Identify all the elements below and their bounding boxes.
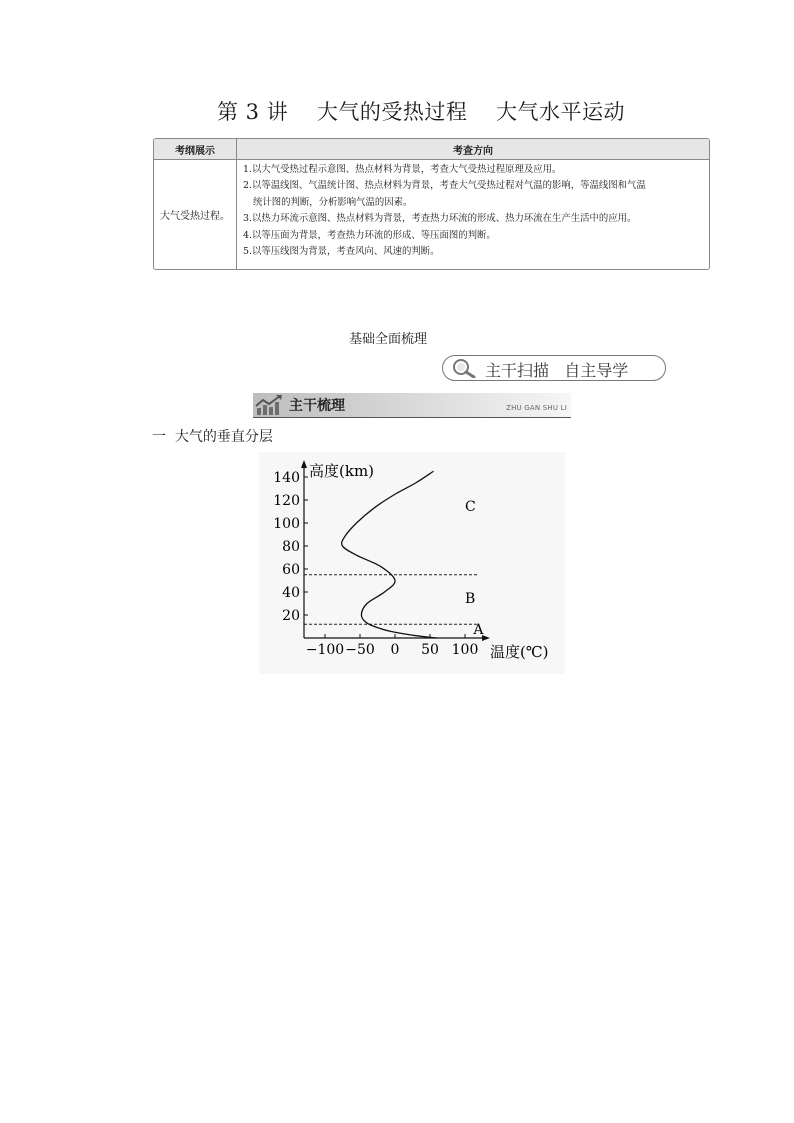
direction-item: 3.以热力环流示意图、热点材料为背景，考查热力环流的形成、热力环流在生产生活中的应用。 <box>243 213 637 225</box>
layer-label: A <box>473 621 484 638</box>
temperature-curve <box>342 471 437 638</box>
table-cell-topic: 大气受热过程。 <box>154 160 237 270</box>
layer-label: B <box>465 590 476 607</box>
subsection-pinyin: ZHU GAN SHU LI <box>506 404 567 412</box>
table-header-outline: 考纲展示 <box>154 139 237 160</box>
subsection-underline <box>253 417 571 418</box>
x-tick-label: 50 <box>421 642 439 658</box>
y-tick-label: 120 <box>273 493 300 509</box>
syllabus-table <box>153 138 710 270</box>
section-heading: 基础全面梳理 <box>349 332 428 347</box>
y-tick-label: 140 <box>273 470 300 486</box>
table-cell-directions <box>237 160 710 270</box>
direction-item: 5.以等压线图为背景，考查风向、风速的判断。 <box>243 246 440 258</box>
item-heading: 一 大气的垂直分层 <box>152 429 273 445</box>
x-tick-label: −100 <box>305 642 345 658</box>
x-tick-label: 100 <box>451 642 479 658</box>
banner-text: 主干扫描 自主导学 <box>485 361 629 380</box>
table-header-direction: 考查方向 <box>237 139 710 160</box>
direction-item-continuation: 统计图的判断，分析影响气温的因素。 <box>253 196 413 208</box>
y-tick-label: 40 <box>282 585 300 601</box>
layer-label: C <box>465 498 476 515</box>
y-tick-label: 20 <box>282 608 300 624</box>
direction-item: 2.以等温线图、气温统计图、热点材料为背景，考查大气受热过程对气温的影响，等温线图和气温 <box>243 180 646 192</box>
magnifier-icon <box>450 358 478 382</box>
y-axis-label: 高度(km) <box>309 462 375 480</box>
scan-banner <box>442 355 666 381</box>
y-tick-label: 100 <box>273 516 300 532</box>
x-tick-label: 0 <box>390 642 400 658</box>
page-title: 第 3 讲 大气的受热过程 大气水平运动 <box>216 100 626 124</box>
y-axis-arrow <box>301 460 307 468</box>
x-tick-label: −50 <box>345 642 375 658</box>
x-axis-label: 温度(℃) <box>490 643 549 661</box>
y-tick-label: 60 <box>282 562 300 578</box>
atmosphere-layer-chart <box>259 452 565 674</box>
trend-chart-icon <box>255 394 283 420</box>
y-tick-label: 80 <box>282 539 300 555</box>
subsection-title: 主干梳理 <box>289 398 345 414</box>
direction-item: 4.以等压面为背景，考查热力环流的形成、等压面图的判断。 <box>243 229 496 241</box>
direction-item: 1.以大气受热过程示意图、热点材料为背景，考查大气受热过程原理及应用。 <box>243 164 562 175</box>
subsection-header <box>253 393 571 420</box>
